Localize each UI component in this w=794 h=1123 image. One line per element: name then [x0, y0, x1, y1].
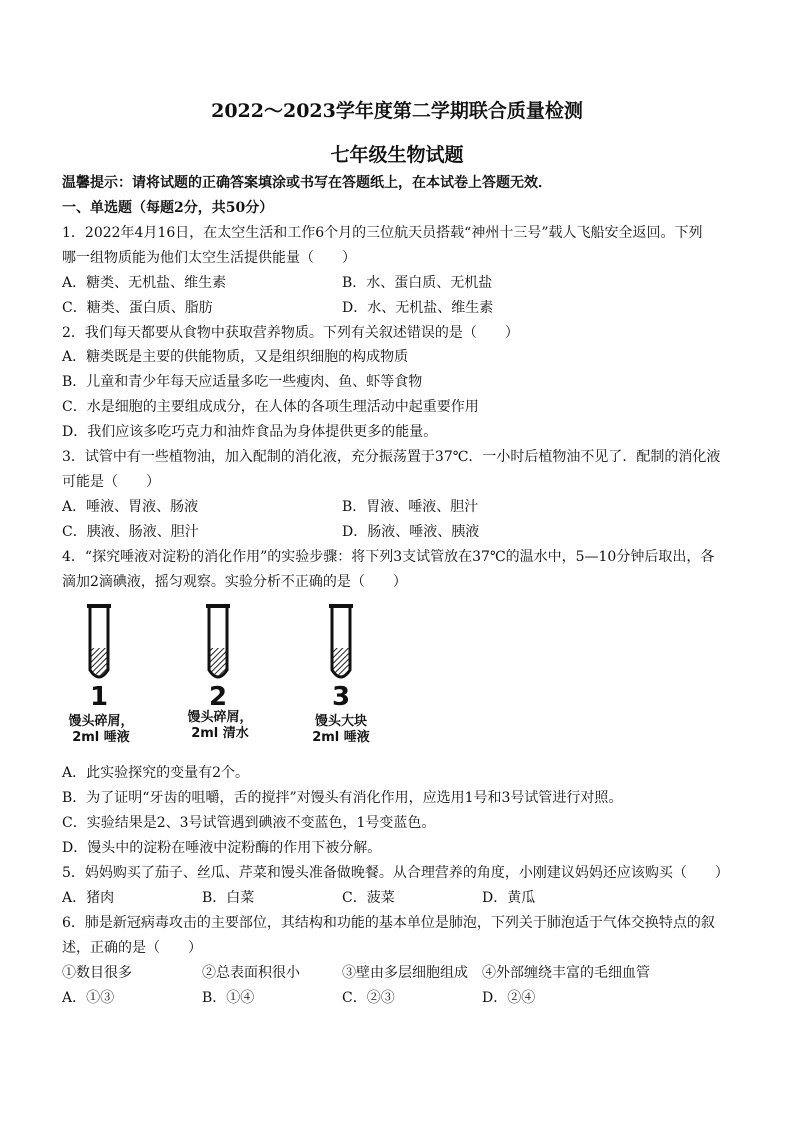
q3-option-b: B．胃液、唾液、胆汁 — [342, 499, 479, 515]
test-tube-figure — [62, 600, 382, 750]
q6-stem-line1: 6．肺是新冠病毒攻击的主要部位，其结构和功能的基本单位是肺泡，下列关于肺泡适于气体交换特点的叙 — [62, 915, 715, 931]
q5-option-c: C．菠菜 — [342, 890, 395, 906]
tube-2-number: 2 — [208, 682, 228, 712]
q6-stem-line2: 述，正确的是（ ） — [62, 940, 202, 956]
q4-option-a: A．此实验探究的变量有2个。 — [62, 765, 250, 781]
q2-stem: 2．我们每天都要从食物中获取营养物质。下列有关叙述错误的是（ ） — [62, 325, 519, 341]
q3-option-c: C．胰液、肠液、胆汁 — [62, 524, 199, 540]
q1-option-c: C．糖类、蛋白质、脂肪 — [62, 300, 213, 316]
q2-option-b: B．儿童和青少年每天应适量多吃一些瘦肉、鱼、虾等食物 — [62, 374, 423, 390]
tube-2-label: 馒头碎屑， 2ml 清水 — [187, 710, 253, 741]
q1-stem-line1: 1．2022年4月16日，在太空生活和工作6个月的三位航天员搭载“神州十三号”载人飞船安全返回。下列 — [62, 225, 703, 241]
q1-option-d: D．水、无机盐、维生素 — [342, 300, 494, 316]
notice: 温馨提示：请将试题的正确答案填涂或书写在答题纸上，在本试卷上答题无效． — [62, 175, 552, 191]
q5-option-d: D．黄瓜 — [482, 890, 536, 906]
q2-option-a: A．糖类既是主要的供能物质，又是组织细胞的构成物质 — [62, 349, 409, 365]
q6-option-a: A．①③ — [62, 990, 115, 1006]
q1-option-a: A．糖类、无机盐、维生素 — [62, 275, 227, 291]
q6-option-d: D．②④ — [482, 990, 536, 1006]
q6-statement-3: ③壁由多层细胞组成 — [342, 965, 468, 981]
q6-statement-4: ④外部缠绕丰富的毛细血管 — [482, 965, 650, 981]
section-heading: 一、单选题（每题2分，共50分） — [62, 200, 274, 216]
q4-stem-line1: 4．“探究唾液对淀粉的消化作用”的实验步骤：将下列3支试管放在37℃的温水中，5—10分钟后取出，各 — [62, 549, 715, 565]
q4-option-b: B．为了证明“牙齿的咀嚼，舌的搅拌”对馒头有消化作用，应选用1号和3号试管进行对照。 — [62, 790, 623, 806]
q3-option-a: A．唾液、胃液、肠液 — [62, 499, 199, 515]
q4-stem-line2: 滴加2滴碘液，摇匀观察。实验分析不正确的是（ ） — [62, 574, 407, 590]
q2-option-d: D．我们应该多吃巧克力和油炸食品为身体提供更多的能量。 — [62, 424, 438, 440]
test-tube-2 — [206, 604, 230, 677]
tube-3-label: 馒头大块 2ml 唾液 — [312, 714, 370, 745]
q4-option-d: D．馒头中的淀粉在唾液中淀粉酶的作用下被分解。 — [62, 840, 382, 856]
q2-option-c: C．水是细胞的主要组成成分，在人体的各项生理活动中起重要作用 — [62, 399, 479, 415]
q3-stem-line2: 可能是（ ） — [62, 474, 160, 490]
q6-statement-2: ②总表面积很小 — [202, 965, 300, 981]
q1-option-b: B．水、蛋白质、无机盐 — [342, 275, 493, 291]
test-tube-3 — [329, 604, 353, 677]
q5-option-b: B．白菜 — [202, 890, 255, 906]
q5-stem: 5．妈妈购买了茄子、丝瓜、芹菜和馒头准备做晚餐。从合理营养的角度，小刚建议妈妈还应该购买（ ） — [62, 865, 729, 881]
q3-stem-line1: 3．试管中有一些植物油，加入配制的消化液，充分振荡置于37℃．一小时后植物油不见了．配制的消化液 — [62, 449, 721, 465]
q6-statement-1: ①数目很多 — [62, 965, 132, 981]
q6-option-b: B．①④ — [202, 990, 255, 1006]
tube-1-number: 1 — [89, 682, 109, 712]
q1-stem-line2: 哪一组物质能为他们太空生活提供能量（ ） — [62, 250, 356, 266]
tube-3-number: 3 — [331, 682, 351, 712]
exam-subtitle: 七年级生物试题 — [330, 144, 464, 166]
q6-option-c: C．②③ — [342, 990, 395, 1006]
test-tube-1 — [87, 604, 111, 677]
tube-1-label: 馒头碎屑， 2ml 唾液 — [68, 714, 134, 745]
q4-option-c: C．实验结果是2、3号试管遇到碘液不变蓝色，1号变蓝色。 — [62, 815, 436, 831]
q3-option-d: D．肠液、唾液、胰液 — [342, 524, 480, 540]
exam-title: 2022～2023学年度第二学期联合质量检测 — [211, 100, 583, 122]
q5-option-a: A．猪肉 — [62, 890, 115, 906]
